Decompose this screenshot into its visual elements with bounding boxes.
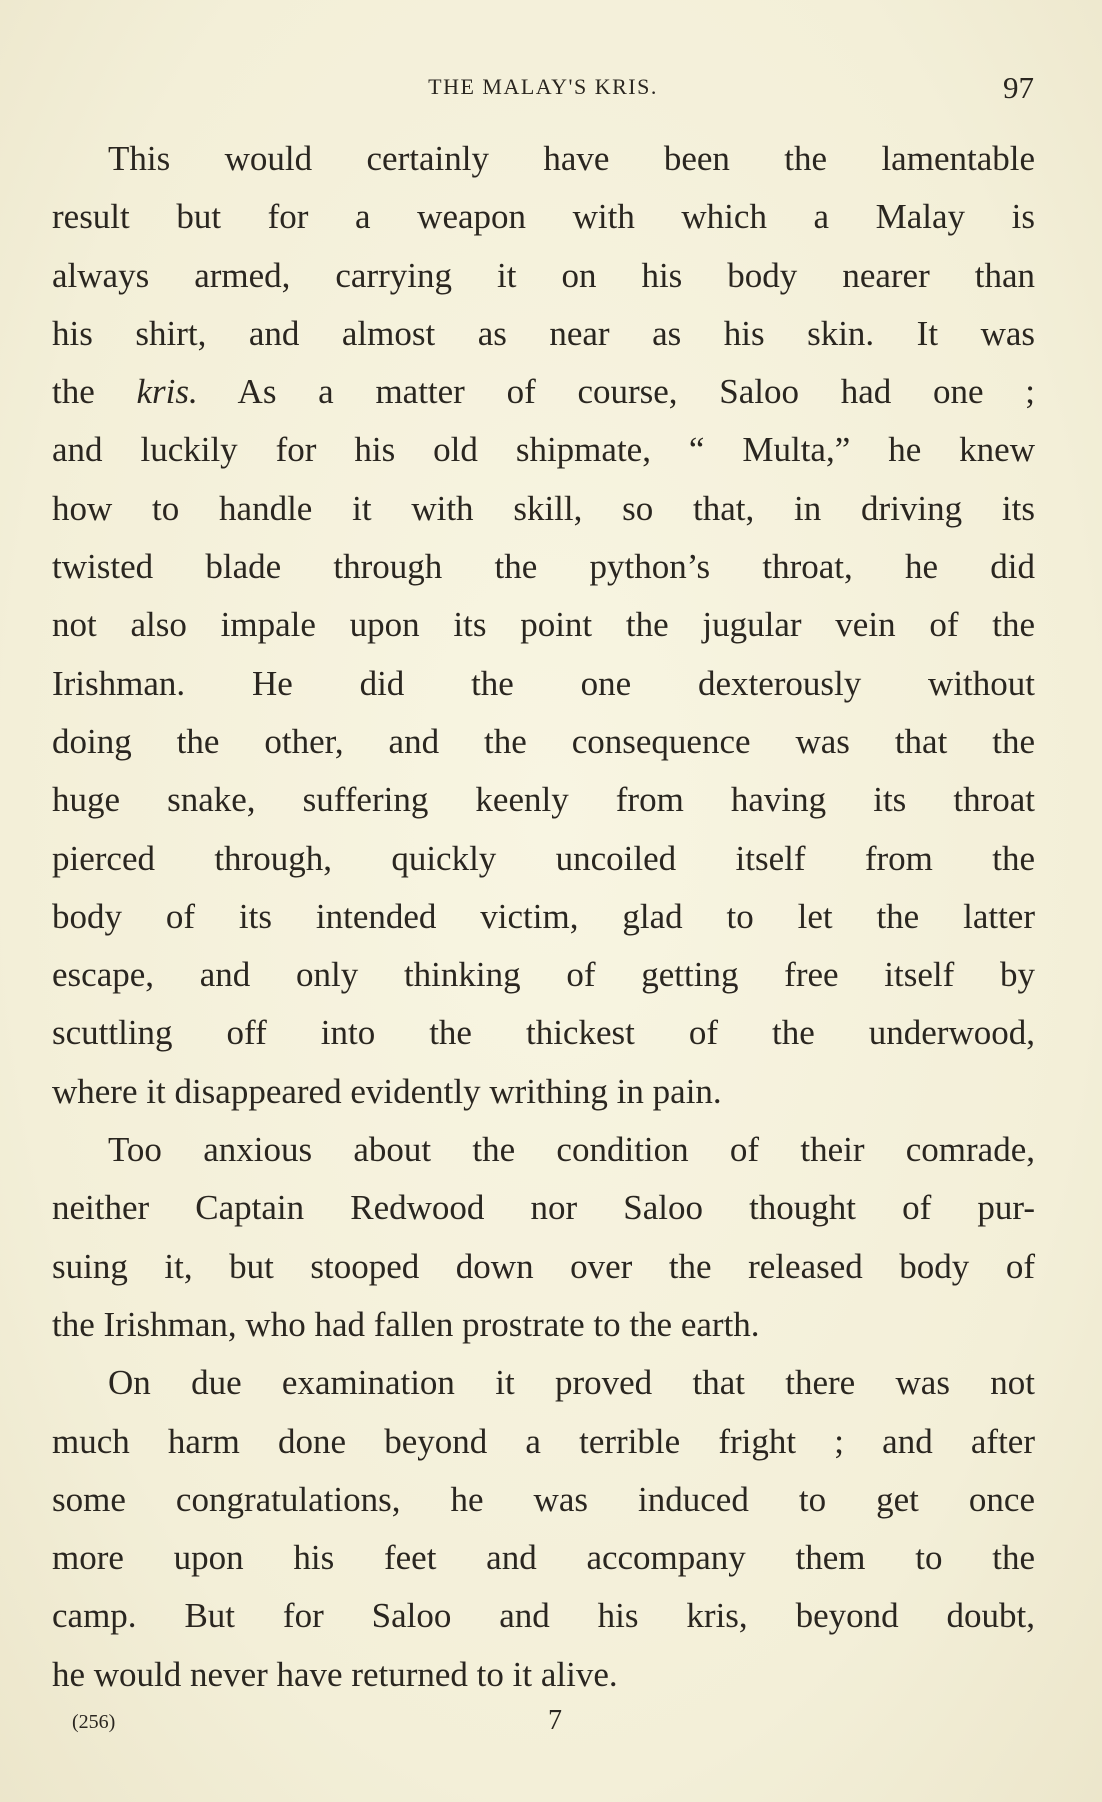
text-line bbox=[52, 363, 1035, 421]
text-line: escape, and only thinking of getting free itself by bbox=[52, 955, 1035, 995]
text-line: result but for a weapon with which a Malay is bbox=[52, 197, 1035, 237]
paragraph-1 bbox=[52, 130, 1035, 1121]
text-line: neither Captain Redwood nor Saloo thought of pur- bbox=[52, 1188, 1035, 1228]
text-line: always armed, carrying it on his body nearer than bbox=[52, 255, 1035, 295]
body-text bbox=[52, 130, 1035, 1704]
text-line: Too anxious about the condition of their comrade, bbox=[108, 1130, 1035, 1170]
text-line: scuttling off into the thickest of the underwood, bbox=[52, 1013, 1035, 1053]
text-fragment: As a matter of course, Saloo had one ; bbox=[197, 372, 1035, 412]
text-fragment: the bbox=[52, 372, 137, 412]
text-line: more upon his feet and accompany them to the bbox=[52, 1538, 1035, 1578]
page-number: 97 bbox=[1003, 70, 1034, 105]
text-line: suing it, but stooped down over the released body of bbox=[52, 1246, 1035, 1286]
signature-mark: (256) bbox=[72, 1711, 116, 1733]
text-line: how to handle it with skill, so that, in driving its bbox=[52, 488, 1035, 528]
text-line: This would certainly have been the lamentable bbox=[108, 139, 1035, 178]
text-line: much harm done beyond a terrible fright ; and after bbox=[52, 1421, 1035, 1461]
text-line: where it disappeared evidently writhing in pain. bbox=[52, 1071, 722, 1111]
text-line: camp. But for Saloo and his kris, beyond doubt, bbox=[52, 1596, 1035, 1636]
text-line: he would never have returned to it alive. bbox=[52, 1654, 618, 1694]
text-line: Irishman. He did the one dexterously without bbox=[52, 663, 1035, 703]
text-line: pierced through, quickly uncoiled itself from the bbox=[52, 838, 1035, 878]
text-line: body of its intended victim, glad to let the latter bbox=[52, 896, 1035, 936]
text-line: the Irishman, who had fallen prostrate to the earth. bbox=[52, 1304, 760, 1344]
text-line: his shirt, and almost as near as his skin. It was bbox=[52, 313, 1035, 353]
running-head: THE MALAY'S KRIS. bbox=[428, 74, 658, 99]
gathering-mark: 7 bbox=[548, 1705, 562, 1736]
page-header bbox=[52, 70, 1034, 110]
text-line: and luckily for his old shipmate, “ Multa,” he knew bbox=[52, 430, 1035, 470]
page-footer bbox=[52, 1705, 1034, 1745]
paragraph-3 bbox=[52, 1354, 1035, 1704]
text-line: doing the other, and the consequence was that the bbox=[52, 721, 1035, 761]
text-line: huge snake, suffering keenly from having its throat bbox=[52, 780, 1035, 820]
text-line: On due examination it proved that there was not bbox=[108, 1363, 1035, 1403]
paragraph-2 bbox=[52, 1121, 1035, 1354]
text-line: twisted blade through the python’s throat, he did bbox=[52, 547, 1035, 587]
text-line: not also impale upon its point the jugular vein of the bbox=[52, 605, 1035, 645]
italic-word: kris. bbox=[136, 372, 198, 412]
text-line: some congratulations, he was induced to get once bbox=[52, 1479, 1035, 1519]
